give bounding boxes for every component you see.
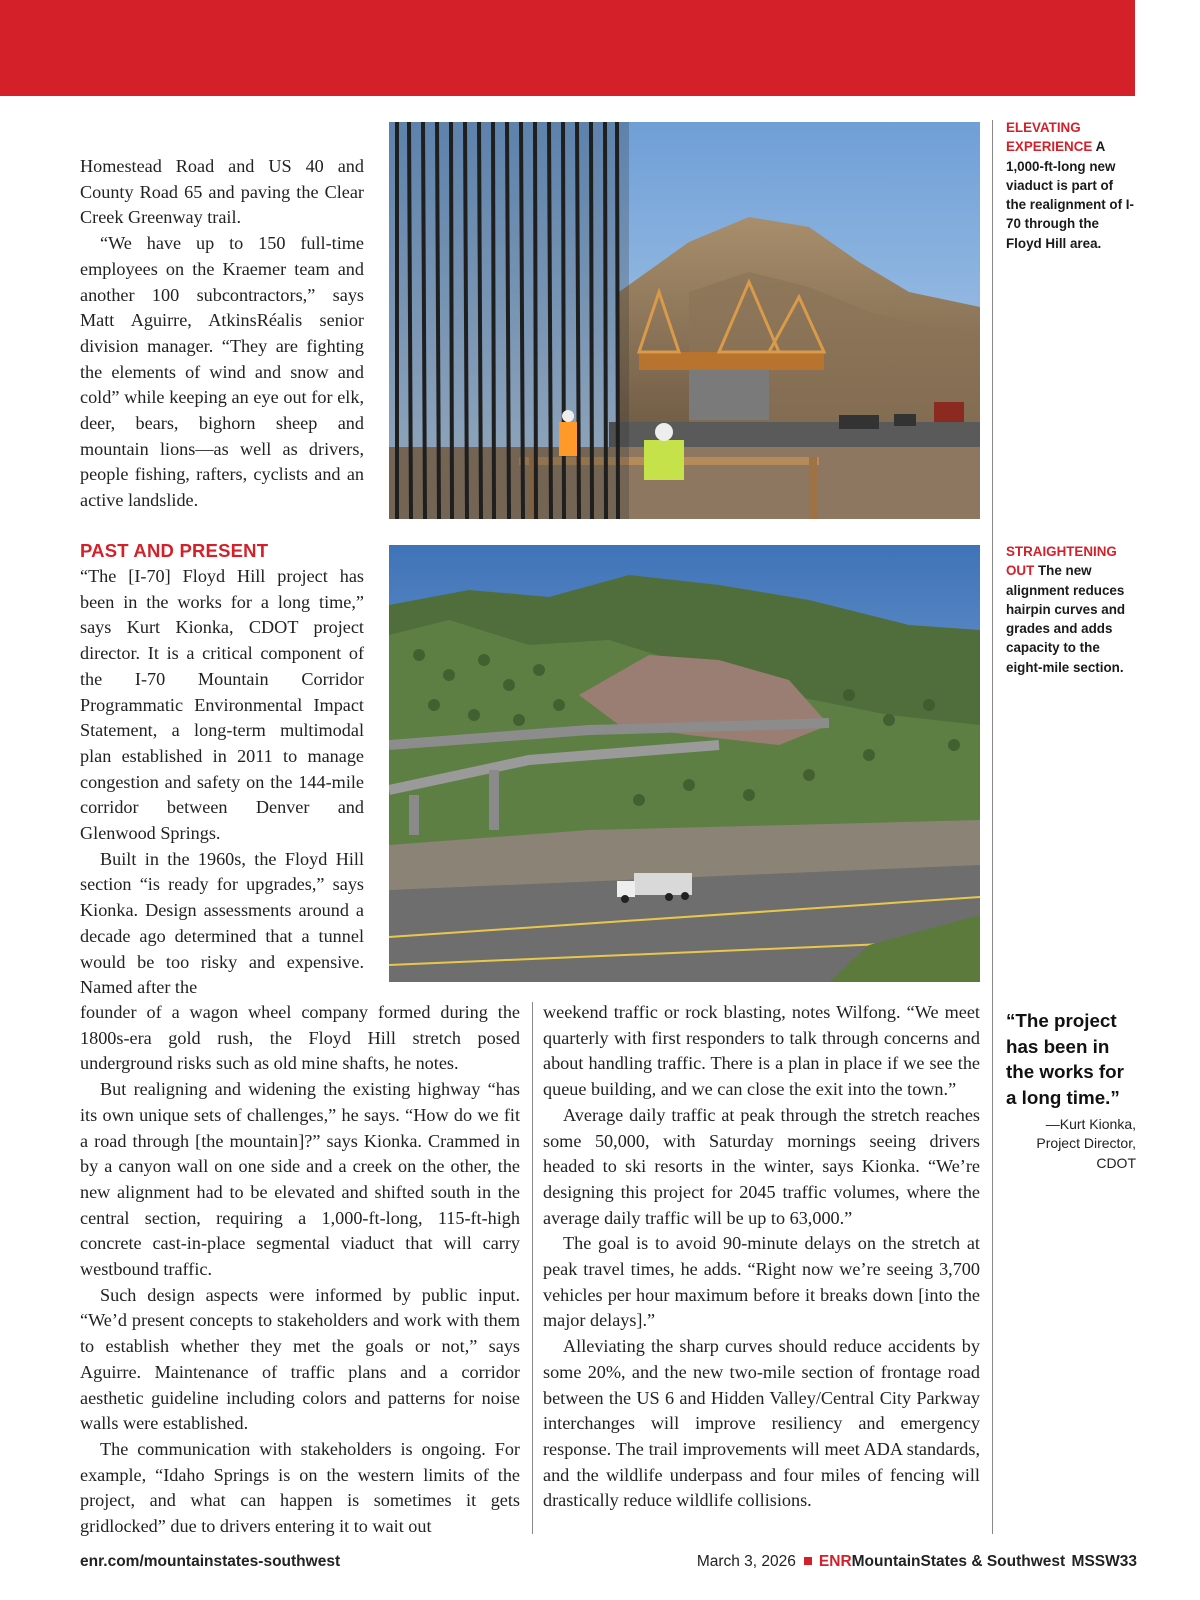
construction-photo xyxy=(389,122,980,519)
footer-publication: MountainStates & Southwest xyxy=(851,1553,1066,1570)
paragraph: The goal is to avoid 90-minute delays on the stretch at peak travel times, he adds. “Right now we’re seeing 3,700 vehicles per hour maximum before it breaks down [into the major delays].” xyxy=(543,1233,980,1331)
paragraph: The communication with stakeholders is ongoing. For example, “Idaho Springs is on the western limits of the project, and what can happen is sometimes it gets gridlocked” due to drivers entering it to wait out xyxy=(80,1438,520,1537)
column-lower-right xyxy=(543,1000,980,1514)
section-heading: PAST AND PRESENT xyxy=(80,540,269,561)
paragraph: weekend traffic or rock blasting, notes Wilfong. “We meet quarterly with first responders to talk through concerns and about handling traffic. There is a plan in place if we see the queue building, and we can close the exit into the town.” xyxy=(543,1002,980,1100)
footer-folio xyxy=(697,1553,1137,1571)
paragraph: But realigning and widening the existing highway “has its own unique sets of challenges,” he says. “How do we fit a road through [the mountain]?” says Kionka. Crammed in by a canyon wall on one side and a creek on the other, the new alignment had to be elevated and shifted south in the central section, requiring a 1,000-ft-long, 115-ft-high concrete cast-in-place segmental viaduct that will carry westbound traffic. xyxy=(80,1079,520,1280)
photo-caption xyxy=(1006,118,1136,253)
paragraph: Such design aspects were informed by public input. “We’d present concepts to stakeholders and work with them to establish whether they met the goals or not,” says Aguirre. Maintenance of traffic plans and a corridor aesthetic guideline including colors and patterns for noise walls were established. xyxy=(80,1284,520,1434)
square-bullet-icon xyxy=(804,1557,812,1565)
column-left-upper xyxy=(80,154,364,514)
pull-quote-attribution xyxy=(1006,1115,1136,1174)
caption-lead: STRAIGHTENING OUT xyxy=(1006,544,1117,579)
pull-quote-text: “The project has been in the works for a long time.” xyxy=(1006,1010,1124,1109)
pull-quote xyxy=(1006,1008,1136,1173)
paragraph: Average daily traffic at peak through the stretch reaches some 50,000, with Saturday mornings seeing drivers headed to ski resorts in the winter, says Kionka. “We’re designing this project for 2045 traffic volumes, where the average daily traffic will be up to 63,000.” xyxy=(543,1104,980,1228)
caption-lead: ELEVATING EXPERIENCE xyxy=(1006,120,1093,155)
header-color-bar xyxy=(0,0,1135,96)
footer-url[interactable]: enr.com/mountainstates-southwest xyxy=(80,1553,341,1570)
caption-text: The new alignment reduces hairpin curves and grades and adds capacity to the eight-mile section. xyxy=(1006,563,1126,675)
footer-page-number: MSSW33 xyxy=(1071,1553,1137,1570)
paragraph: Homestead Road and US 40 and County Road 65 and paving the Clear Creek Greenway trail. xyxy=(80,156,364,228)
paragraph: founder of a wagon wheel company formed during the 1800s-era gold rush, the Floyd Hill stretch posed underground risks such as old mine shafts, he notes. xyxy=(80,1002,520,1074)
paragraph: “The [I-70] Floyd Hill project has been in the works for a long time,” says Kurt Kionka, CDOT project director. It is a critical component of the I-70 Mountain Corridor Programmatic Environmental Impact Statement, a long-term multimodal plan established in 2011 to manage congestion and safety on the 144-mile corridor between Denver and Glenwood Springs. xyxy=(80,566,364,844)
photo-caption xyxy=(1006,542,1136,677)
construction-photo-illustration xyxy=(389,122,980,519)
caption-text: A 1,000-ft-long new viaduct is part of the realignment of I-70 through the Floyd Hill area. xyxy=(1006,139,1134,251)
column-lower-left xyxy=(80,1000,520,1540)
footer-date: March 3, 2026 xyxy=(696,1553,796,1570)
rendering-photo-illustration xyxy=(389,545,980,982)
rendering-photo xyxy=(389,545,980,982)
paragraph: Alleviating the sharp curves should reduce accidents by some 20%, and the new two-mile section of frontage road between the US 6 and Hidden Valley/Central City Parkway interchanges will improve resiliency and emergency response. The trail improvements will meet ADA standards, and the wildlife underpass and four miles of fencing will drastically reduce wildlife collisions. xyxy=(543,1336,980,1511)
attribution-title: Project Director, xyxy=(1036,1135,1136,1152)
paragraph: Built in the 1960s, the Floyd Hill section “is ready for upgrades,” says Kionka. Design assessments around a decade ago determined that a tunnel would be too risky and expensive. Named after the xyxy=(80,848,364,998)
paragraph: “We have up to 150 full-time employees on the Kraemer team and another 100 subcontractors,” says Matt Aguirre, AtkinsRéalis senior division manager. “They are fighting the elements of wind and snow and cold” while keeping an eye out for elk, deer, bears, bighorn sheep and mountain lions—as well as drivers, people fishing, rafters, cyclists and an active landslide. xyxy=(80,233,364,511)
attribution-name: —Kurt Kionka, xyxy=(1045,1115,1136,1132)
sidebar-divider xyxy=(992,120,993,1534)
attribution-org: CDOT xyxy=(1096,1154,1136,1171)
column-left-section xyxy=(80,540,364,1001)
column-divider xyxy=(532,1002,533,1534)
footer-brand: ENR xyxy=(818,1553,852,1570)
